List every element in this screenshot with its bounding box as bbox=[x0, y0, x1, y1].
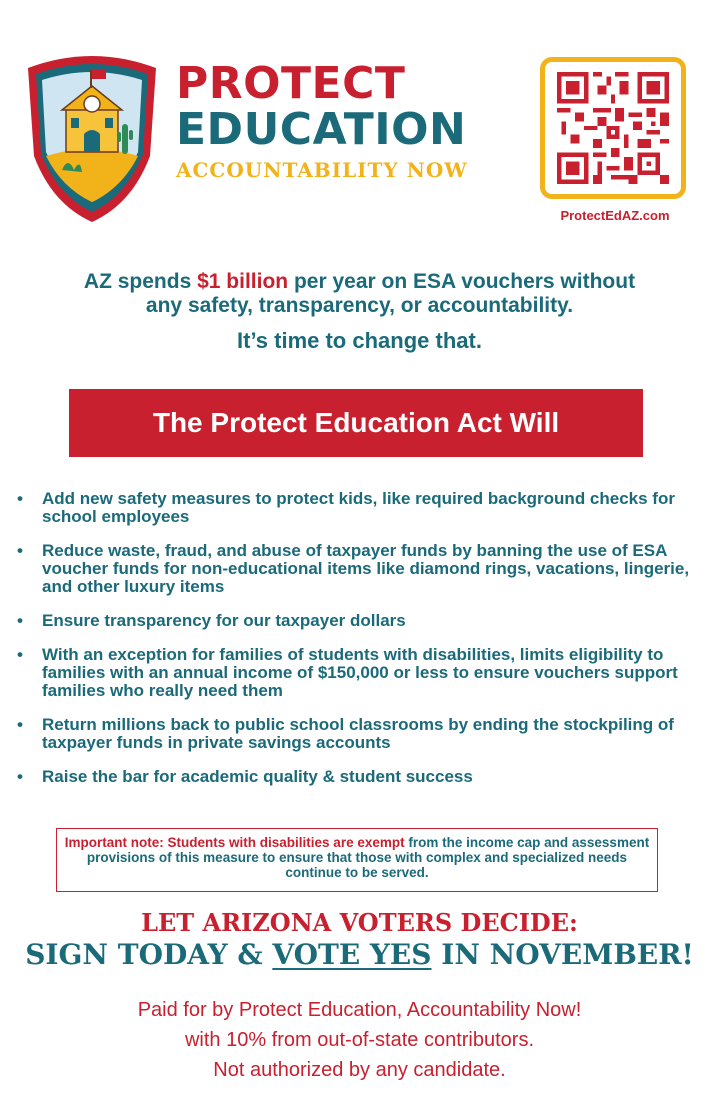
bullet-icon: • bbox=[17, 645, 23, 664]
list-item-text: Return millions back to public school classrooms by ending the stockpiling of taxpayer funds in private savings accounts bbox=[42, 715, 674, 752]
website-url[interactable]: ProtectEdAZ.com bbox=[560, 208, 670, 223]
disclaimer-line1: Paid for by Protect Education, Accountability Now! bbox=[137, 999, 582, 1021]
intro-call: It’s time to change that. bbox=[237, 328, 482, 353]
bullet-icon: • bbox=[17, 611, 23, 630]
list-item bbox=[17, 611, 692, 630]
cta-sign-today: SIGN TODAY & bbox=[25, 938, 273, 971]
bullet-icon: • bbox=[17, 489, 23, 508]
cta-subheading bbox=[0, 938, 719, 971]
disclaimer-line2: with 10% from out-of-state contributors. bbox=[184, 1029, 535, 1051]
act-banner: The Protect Education Act Will bbox=[69, 389, 643, 457]
intro-part1: AZ spends bbox=[83, 270, 198, 293]
bullet-icon: • bbox=[17, 715, 23, 734]
qr-code[interactable] bbox=[555, 72, 671, 184]
list-item-text: Raise the bar for academic quality & student success bbox=[42, 767, 473, 786]
cta-vote-yes: VOTE YES bbox=[272, 938, 432, 971]
note-text: from the income cap and assessment provisions of this measure to ensure that those with complex and specialized needs continue to be served. bbox=[86, 835, 650, 880]
list-item bbox=[17, 489, 692, 526]
brand-line-accountability: ACCOUNTABILITY NOW bbox=[176, 158, 468, 182]
intro-part2: per year on ESA vouchers without bbox=[288, 270, 636, 293]
important-note-box bbox=[56, 828, 658, 892]
list-item bbox=[17, 541, 692, 596]
bullet-icon: • bbox=[17, 767, 23, 786]
list-item-text: Reduce waste, fraud, and abuse of taxpayer funds by banning the use of ESA voucher funds for non-educational items like diamond rings, vacations, lingerie, and other luxury items bbox=[42, 541, 690, 596]
list-item bbox=[17, 715, 692, 752]
paid-for-disclaimer bbox=[0, 995, 719, 1085]
act-provisions-list bbox=[17, 489, 692, 802]
cta-november: IN NOVEMBER! bbox=[431, 938, 694, 971]
list-item-text: Add new safety measures to protect kids, like required background checks for school employees bbox=[42, 489, 675, 526]
brand-line-protect: PROTECT bbox=[176, 58, 406, 109]
list-item bbox=[17, 767, 692, 786]
intro-line2: any safety, transparency, or accountability. bbox=[145, 294, 574, 317]
school-shield-logo bbox=[22, 46, 162, 226]
bullet-icon: • bbox=[17, 541, 23, 560]
brand-line-education: EDUCATION bbox=[176, 104, 467, 155]
note-emphasis: Important note: Students with disabilities are exempt bbox=[64, 835, 405, 850]
list-item-text: Ensure transparency for our taxpayer dollars bbox=[42, 611, 406, 630]
intro-statement bbox=[0, 270, 719, 318]
disclaimer-line3: Not authorized by any candidate. bbox=[213, 1059, 506, 1081]
list-item bbox=[17, 645, 692, 700]
list-item-text: With an exception for families of students with disabilities, limits eligibility to families with an annual income of $150,000 or less to ensure vouchers support families who really need them bbox=[42, 645, 678, 700]
qr-code-frame bbox=[540, 57, 686, 199]
brand-wordmark bbox=[176, 58, 506, 182]
cta-heading: LET ARIZONA VOTERS DECIDE: bbox=[141, 908, 578, 937]
intro-highlight: $1 billion bbox=[197, 270, 289, 293]
